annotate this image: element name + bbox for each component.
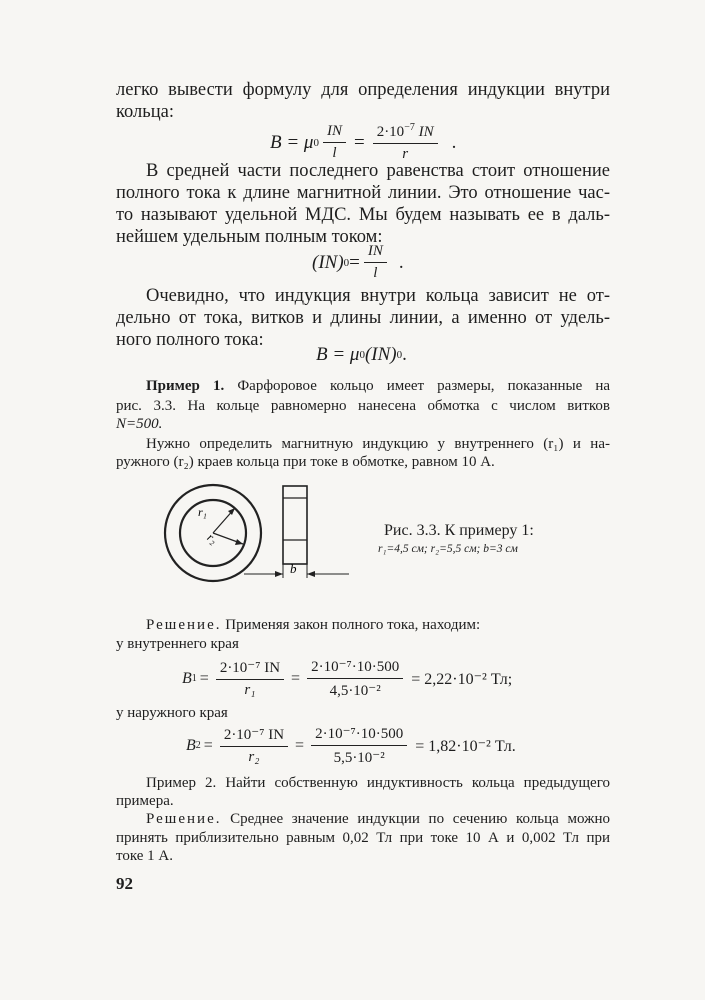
formula1-den2: r [402, 146, 409, 162]
para2-line2: полного тока к длине магнитной линии. Это отношение час- [116, 183, 610, 203]
example2-line2: примера. [116, 793, 174, 809]
para2-line4: нейшем удельным полным током: [116, 227, 383, 247]
formula2-den: l [373, 265, 378, 281]
solution2-line1 [116, 809, 610, 829]
solution1-line3: у наружного края [116, 705, 228, 721]
b-label: b [290, 561, 297, 576]
formula3-sub1: 0 [396, 349, 403, 361]
formula1-num1: IN [323, 123, 346, 143]
figure-caption-sub: r₁=4,5 см; r₂=5,5 см; b=3 см [378, 543, 518, 555]
formula3-tail: . [402, 344, 407, 365]
solution1-line1-rest: Применяя закон полного тока, находим: [225, 617, 481, 633]
formula5-frac2 [311, 724, 407, 767]
formula2-sub: 0 [343, 256, 350, 269]
para2-line1: В средней части последнего равенства стоит отношение [146, 161, 610, 181]
formula1-sub: 0 [313, 136, 319, 149]
dim-arrow-right [307, 571, 315, 577]
formula1-lhs: B = μ [270, 131, 314, 153]
para3-line2: дельно от тока, витков и длины линии, а именно от удель- [116, 308, 610, 328]
solution2-line2: принять приблизительно равным 0,02 Тл при токе 10 А и 0,002 Тл при [116, 830, 610, 846]
para2-line3: то называют удельной МДС. Мы будем называть ее в даль- [116, 205, 610, 225]
formula4-frac2 [307, 657, 403, 700]
formula5-result: = 1,82·10⁻² Тл. [415, 737, 516, 755]
solution2-line3: токе 1 А. [116, 848, 174, 864]
formula4-den2: 4,5·10⁻² [329, 683, 381, 699]
formula3-lhs: B = μ [316, 344, 360, 365]
formula4-frac1 [216, 658, 284, 699]
solution1-line2: у внутреннего края [116, 636, 239, 652]
example1-line5: ружного (r₂) краев кольца при токе в обмотке, равном 10 А. [116, 454, 495, 470]
formula4-result: = 2,22·10⁻² Тл; [411, 670, 513, 688]
para3-line1: Очевидно, что индукция внутри кольца зависит не от- [146, 286, 610, 306]
formula5-lhs-sub: 2 [195, 740, 201, 751]
formula-b-mu [316, 344, 407, 366]
formula2-eq: = [349, 251, 360, 273]
dim-arrow-left [275, 571, 283, 577]
formula3-sub0: 0 [359, 349, 365, 361]
formula4-num1: 2·10⁻⁷ IN [216, 658, 284, 680]
example1-line3: N=500. [116, 416, 163, 432]
formula5-frac1 [220, 725, 288, 766]
formula1-den1: l [332, 145, 337, 161]
formula1-tail: . [451, 131, 457, 153]
example1-label: Пример 1. [146, 378, 225, 394]
para1-line1: легко вывести формулу для определения индукции внутри [116, 80, 610, 100]
formula2-lhs: (IN) [312, 251, 344, 273]
r1-label: r₁ [198, 505, 207, 519]
formula-specific-current [312, 243, 404, 282]
formula5-num1: 2·10⁻⁷ IN [220, 725, 288, 747]
formula3-rhs: (IN) [364, 344, 397, 365]
formula5-num2: 2·10⁻⁷·10·500 [311, 724, 407, 746]
formula-b2: B 2 = $\frac{\text{2·10⁻⁷ IN}}{\text{r₂}}$ = $\frac{\text{2·10⁻⁷·10·500}}{\text{5,5·10⁻²}}$ = 1,82·10⁻² Тл. [186, 726, 516, 766]
formula2-num: IN [364, 243, 387, 263]
page-number: 92 [116, 874, 133, 893]
figure-caption: Рис. 3.3. К примеру 1: [384, 522, 534, 539]
formula5-den2: 5,5·10⁻² [333, 750, 385, 766]
formula1-num2: 2·10 [376, 124, 405, 140]
example1-line2: рис. 3.3. На кольце равномерно нанесена обмотка с числом витков [116, 398, 610, 414]
formula4-lhs-sub: 1 [191, 673, 197, 684]
formula1-exp2: −7 [404, 122, 415, 133]
formula-induction: B = μ 0 $\frac{IN}{l}$ = $\frac{2\cdot 10^{-7} IN}{r}$ . [270, 122, 457, 162]
formula4-lhs: B [182, 669, 192, 687]
r2-arrowhead [235, 539, 243, 545]
example1-line4: Нужно определить магнитную индукцию у внутреннего (r₁) и на- [146, 436, 610, 452]
r2-label: r₂ [204, 529, 220, 547]
example2-line1: Пример 2. Найти собственную индуктивность кольца предыдущего [146, 775, 610, 791]
formula5-den1: r₂ [248, 749, 260, 765]
formula4-den1: r₁ [244, 682, 256, 698]
example1-line1 [116, 376, 610, 396]
formula1-num2b: IN [414, 124, 434, 140]
formula-b1: B 1 = $\frac{\text{2·10⁻⁷ IN}}{\text{r₁}}$ = $\frac{\text{2·10⁻⁷·10·500}}{\text{4,5·10⁻²}}$ = 2,22·10⁻² Тл; [182, 659, 513, 699]
formula1-frac1 [323, 123, 346, 162]
example1-line1-rest: Фарфоровое кольцо имеет размеры, показанные на [237, 378, 611, 394]
formula1-frac2 [373, 122, 438, 163]
solution2-line1-rest: Среднее значение индукции по сечению кольца можно [230, 811, 611, 827]
solution2-label: Решение. [146, 811, 222, 827]
formula2-frac [364, 243, 387, 282]
formula1-num2-wrap [373, 122, 438, 144]
ring-side-view [244, 482, 354, 582]
solution1-label: Решение. [146, 617, 222, 633]
formula2-tail: . [398, 251, 404, 273]
para1-line2: кольца: [116, 102, 174, 122]
formula4-num2: 2·10⁻⁷·10·500 [307, 657, 403, 679]
para3-line3: ного полного тока: [116, 330, 264, 350]
solution1-line1 [116, 615, 610, 635]
formula5-lhs: B [186, 736, 196, 754]
